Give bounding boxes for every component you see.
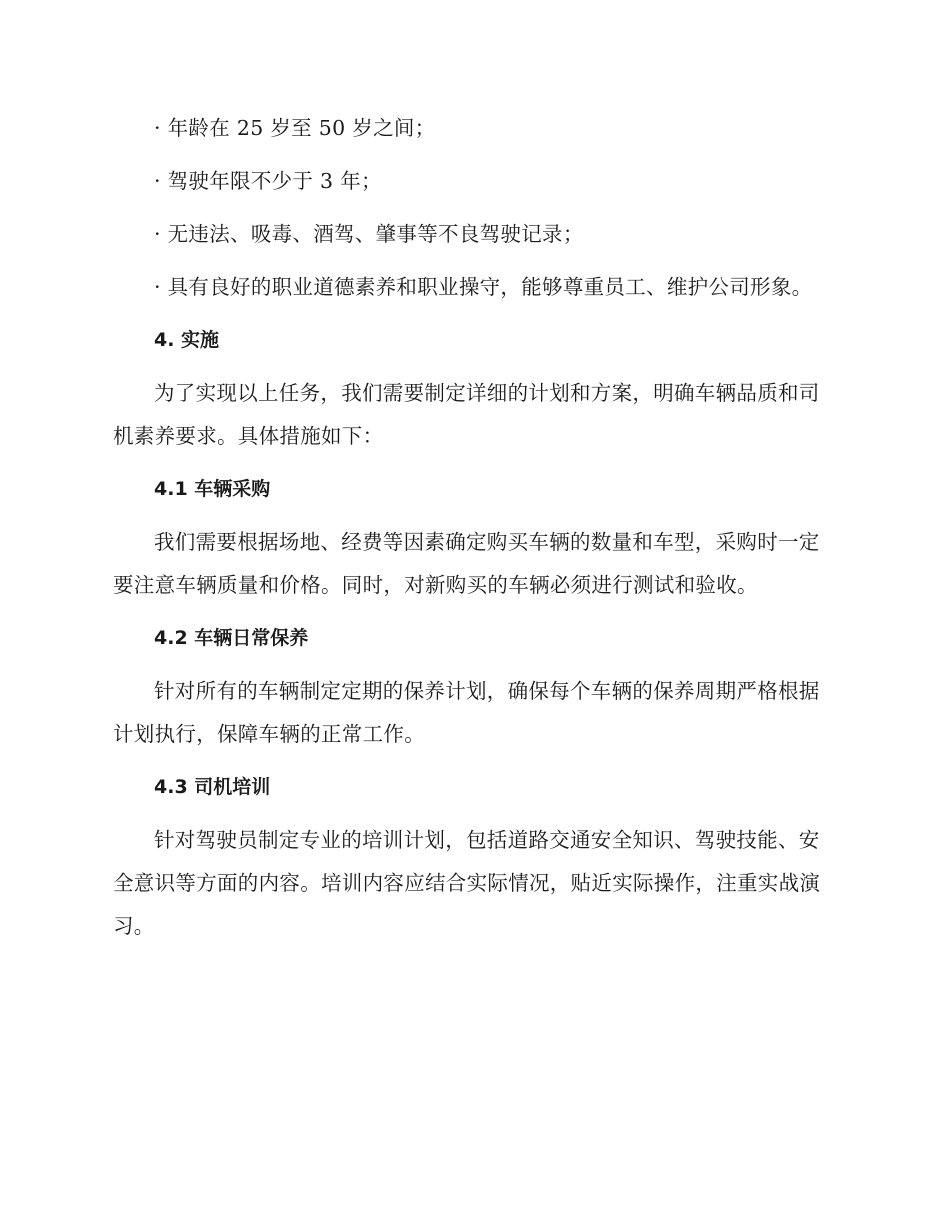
section-4-2-heading: 4.2 车辆日常保养 — [154, 627, 309, 649]
section-4-3-heading: 4.3 司机培训 — [154, 776, 271, 798]
section-4-intro: 为了实现以上任务，我们需要制定详细的计划和方案，明确车辆品质和司机素养要求。具体措施如下： — [113, 381, 820, 448]
bullet-clean-record: · 无违法、吸毒、酒驾、肇事等不良驾驶记录； — [154, 222, 584, 246]
bullet-driving-years: · 驾驶年限不少于 3 年； — [154, 169, 382, 193]
section-4-3-body: 针对驾驶员制定专业的培训计划，包括道路交通安全知识、驾驶技能、安全意识等方面的内容。培训内容应结合实际情况，贴近实际操作，注重实战演习。 — [113, 828, 821, 938]
section-4-heading: 4. 实施 — [154, 329, 220, 351]
section-4-2-body: 针对所有的车辆制定定期的保养计划，确保每个车辆的保养周期严格根据计划执行，保障车辆的正常工作。 — [113, 679, 820, 746]
section-4-1-body: 我们需要根据场地、经费等因素确定购买车辆的数量和车型，采购时一定要注意车辆质量和价格。同时，对新购买的车辆必须进行测试和验收。 — [113, 530, 820, 597]
bullet-professional-ethics: · 具有良好的职业道德素养和职业操守，能够尊重员工、维护公司形象。 — [154, 275, 813, 299]
bullet-age-requirement: · 年龄在 25 岁至 50 岁之间； — [154, 116, 436, 140]
document-body — [113, 107, 833, 958]
section-4-1-heading: 4.1 车辆采购 — [154, 478, 271, 500]
